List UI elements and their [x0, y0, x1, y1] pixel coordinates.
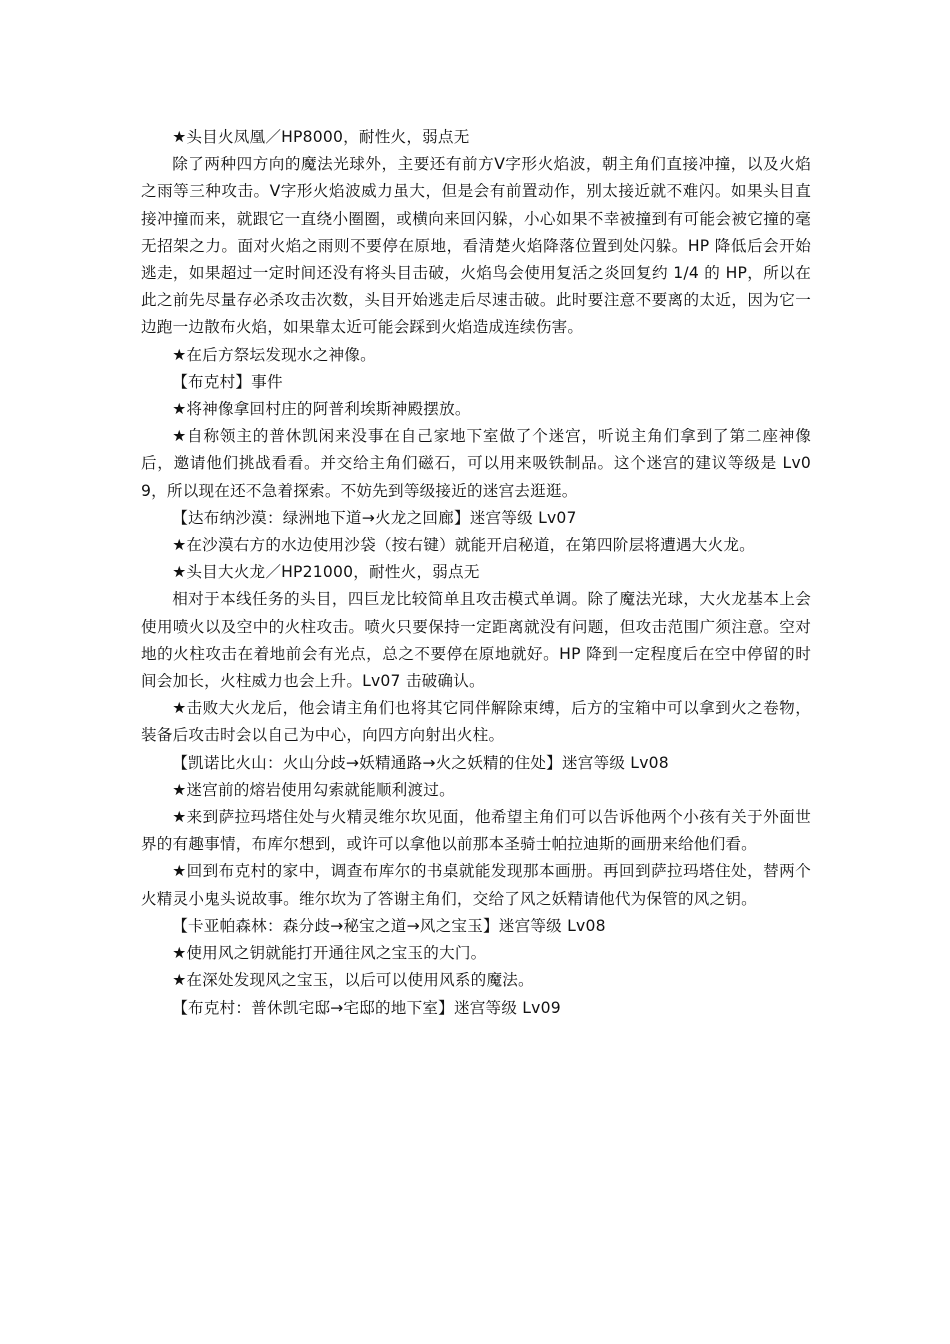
volcano-dungeon-heading: 【凯诺比火山：火山分歧→妖精通路→火之妖精的住处】迷宫等级 Lv08 — [172, 753, 669, 772]
water-statue-note: ★在后方祭坛发现水之神像。 — [172, 345, 376, 364]
document-page — [141, 124, 811, 1022]
wind-orb-note: ★在深处发现风之宝玉，以后可以使用风系的魔法。 — [172, 971, 534, 990]
boss-phoenix-heading: ★头目火凤凰／HP8000，耐性火，弱点无 — [172, 128, 470, 146]
statue-return-note: ★将神像拿回村庄的阿普利埃斯神殿摆放。 — [172, 400, 471, 419]
fire-scroll-note: ★击败大火龙后，他会请主角们也将其它同伴解除束缚，后方的宝箱中可以拿到火之卷物，装备后攻击时会以自己为中心，向四方向射出火柱。 — [141, 699, 811, 745]
lord-maze-note: ★自称领主的普休凯闲来没事在自己家地下室做了个迷宫，听说主角们拿到了第二座神像后，邀请他们挑战看看。并交给主角们磁石，可以用来吸铁制品。这个迷宫的建议等级是 Lv09，所以现在还不急着探索。不妨先到等级接近的迷宫去逛逛。 — [141, 427, 811, 500]
fire-spirit-meeting-note: ★来到萨拉玛塔住处与火精灵维尔坎见面，他希望主角们可以告诉他两个小孩有关于外面世界的有趣事情，布库尔想到，或许可以拿他以前那本圣骑士帕拉迪斯的画册来给他们看。 — [141, 808, 811, 854]
desert-dungeon-heading: 【达布纳沙漠：绿洲地下道→火龙之回廊】迷宫等级 Lv07 — [172, 508, 577, 527]
forest-dungeon-heading: 【卡亚帕森林：森分歧→秘宝之道→风之宝玉】迷宫等级 Lv08 — [172, 916, 606, 935]
mansion-dungeon-heading: 【布克村：普休凯宅邸→宅邸的地下室】迷宫等级 Lv09 — [172, 998, 561, 1017]
wind-key-note: ★使用风之钥就能打开通往风之宝玉的大门。 — [172, 944, 487, 963]
boss-fire-dragon-strategy: 相对于本线任务的头目，四巨龙比较简单且攻击模式单调。除了魔法光球，大火龙基本上会使用喷火以及空中的火柱攻击。喷火只要保持一定距离就没有问题，但攻击范围广须注意。空对地的火柱攻击在着地前会有光点，总之不要停在原地就好。HP 降到一定程度后在空中停留的时间会加长，火柱威力也会上升。Lv07 击破确认。 — [141, 590, 811, 691]
boss-fire-dragon-heading: ★头目大火龙／HP21000，耐性火，弱点无 — [172, 563, 480, 582]
boss-phoenix-strategy: 除了两种四方向的魔法光球外，主要还有前方Ⅴ字形火焰波，朝主角们直接冲撞，以及火焰之雨等三种攻击。Ⅴ字形火焰波威力虽大，但是会有前置动作，别太接近就不难闪。如果头目直接冲撞而来，就跟它一直绕小圈圈，或横向来回闪躲，小心如果不幸被撞到有可能会被它撞的毫无招架之力。面对火焰之雨则不要停在原地，看清楚火焰降落位置到处闪躲。HP 降低后会开始逃走，如果超过一定时间还没有将头目击破，火焰鸟会使用复活之炎回复约 1/4 的 HP，所以在此之前先尽量存必杀攻击次数，头目开始逃走后尽速击破。此时要注意不要离的太近，因为它一边跑一边散布火焰，如果靠太近可能会踩到火焰造成连续伤害。 — [141, 155, 811, 337]
lava-crossing-note: ★迷宫前的熔岩使用勾索就能顺利渡过。 — [172, 780, 455, 799]
buke-village-event-heading: 【布克村】事件 — [172, 372, 283, 391]
picture-book-note: ★回到布克村的家中，调查布库尔的书桌就能发现那本画册。再回到萨拉玛塔住处，替两个火精灵小鬼头说故事。维尔坎为了答谢主角们，交给了风之妖精请他代为保管的风之钥。 — [141, 862, 811, 908]
secret-path-note: ★在沙漠右方的水边使用沙袋（按右键）就能开启秘道，在第四阶层将遭遇大火龙。 — [172, 536, 755, 555]
